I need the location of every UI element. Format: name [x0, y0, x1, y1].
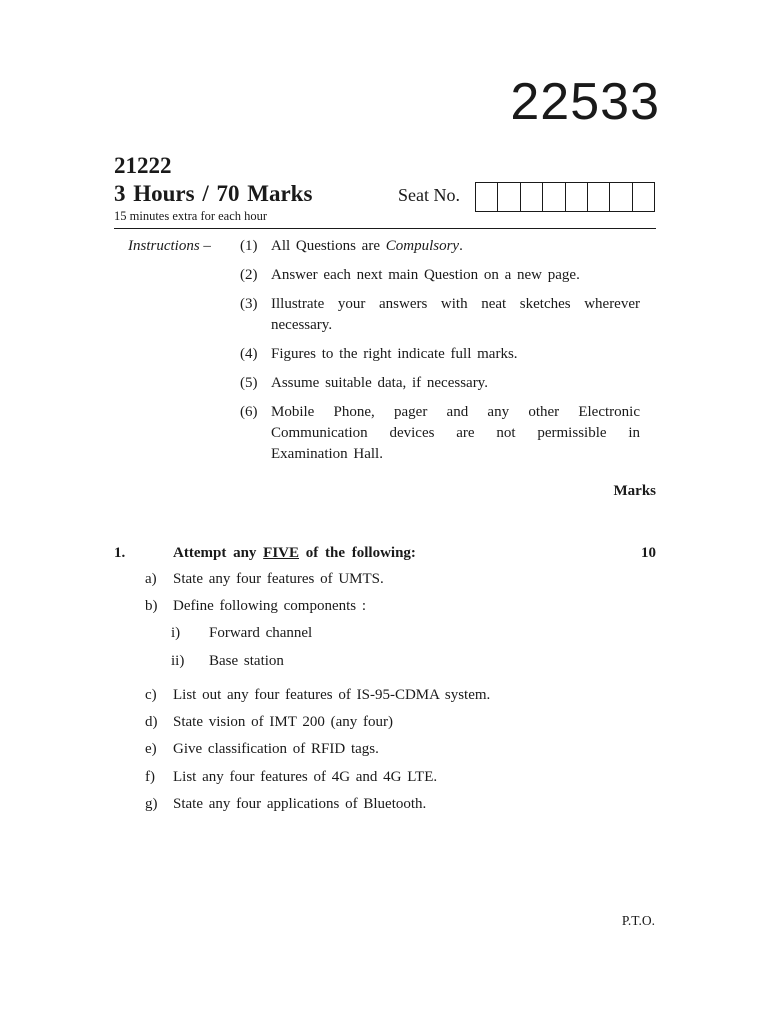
question-subpart-text: Base station	[209, 652, 284, 669]
question-part-text: List out any four features of IS-95-CDMA system.	[173, 686, 491, 703]
question-heading-text: of the following:	[299, 545, 416, 561]
instruction-item	[240, 373, 640, 394]
question-part-label: a)	[145, 571, 157, 587]
question-part	[145, 739, 655, 760]
seat-number-cell[interactable]	[476, 183, 498, 211]
seat-number-cell[interactable]	[543, 183, 565, 211]
question-subpart-text: Forward channel	[209, 625, 313, 642]
question-part-label: b)	[145, 598, 158, 615]
question-part	[145, 685, 655, 706]
question-part-text: State vision of IMT 200 (any four)	[173, 713, 394, 730]
instruction-text-part: .	[459, 238, 463, 254]
question-subpart-label: ii)	[171, 652, 185, 669]
instruction-text	[271, 236, 640, 257]
question-part	[145, 569, 655, 590]
instruction-emphasis: Compulsory	[385, 238, 460, 254]
question-part-body	[173, 596, 655, 678]
marks-column-heading: Marks	[613, 483, 656, 499]
question-part-label: e)	[145, 741, 157, 758]
seat-number-cell[interactable]	[588, 183, 610, 211]
instruction-number: (6)	[240, 404, 258, 420]
seat-number-label: Seat No.	[398, 185, 460, 205]
instruction-number: (2)	[240, 267, 258, 283]
instructions-list	[240, 236, 640, 473]
instruction-text: Figures to the right indicate full marks.	[271, 346, 518, 362]
instruction-text: Illustrate your answers with neat sketches wherever necessary.	[271, 296, 640, 333]
question-part	[145, 596, 655, 678]
seat-number-cell[interactable]	[633, 183, 654, 211]
question-subpart	[171, 651, 655, 672]
question-subparts-list	[171, 623, 655, 671]
instruction-item	[240, 402, 640, 465]
question-number: 1.	[114, 545, 126, 561]
question-part	[145, 712, 655, 733]
instruction-number: (4)	[240, 346, 258, 362]
instruction-text: Assume suitable data, if necessary.	[271, 375, 488, 391]
instruction-number: (3)	[240, 296, 258, 312]
header-divider	[114, 228, 656, 229]
question-part-label: d)	[145, 713, 158, 730]
question-subpart	[171, 623, 655, 644]
instruction-item	[240, 294, 640, 336]
seat-number-boxes[interactable]	[475, 182, 655, 212]
question-parts-list	[145, 569, 655, 822]
question-part	[145, 767, 655, 788]
question-part	[145, 794, 655, 815]
paper-code: 22533	[510, 73, 660, 131]
seat-number-cell[interactable]	[610, 183, 632, 211]
instruction-item	[240, 265, 640, 286]
question-part-text: List any four features of 4G and 4G LTE.	[173, 768, 438, 785]
seat-number-cell[interactable]	[521, 183, 543, 211]
question-heading	[173, 544, 416, 562]
question-part-label: c)	[145, 686, 157, 703]
instruction-number: (5)	[240, 375, 258, 391]
instruction-text-part: All Questions are	[271, 238, 386, 254]
exam-code: 21222	[114, 153, 172, 178]
instruction-item	[240, 236, 640, 257]
page-turn-over: P.T.O.	[621, 913, 655, 928]
question-heading-emphasis: FIVE	[263, 545, 299, 561]
question-heading-text: Attempt any	[173, 545, 264, 561]
exam-duration-marks: 3 Hours / 70 Marks	[114, 181, 313, 206]
instruction-item	[240, 344, 640, 365]
question-part-text: Define following components :	[173, 598, 367, 615]
question-part-text: Give classification of RFID tags.	[173, 741, 379, 758]
question-part-label: f)	[145, 768, 155, 785]
instruction-text: Answer each next main Question on a new page.	[271, 267, 580, 283]
question-part-label: g)	[145, 796, 158, 813]
question-part-text: State any four applications of Bluetooth.	[173, 796, 427, 813]
seat-number-cell[interactable]	[566, 183, 588, 211]
question-part-text: State any four features of UMTS.	[173, 571, 384, 587]
instruction-text: Mobile Phone, pager and any other Electronic Communication devices are not permissible in Examination Hall.	[271, 404, 640, 462]
question-marks: 10	[641, 545, 656, 561]
extra-time-note: 15 minutes extra for each hour	[114, 209, 268, 223]
instructions-label: Instructions –	[128, 238, 211, 254]
question-subpart-label: i)	[171, 625, 181, 642]
seat-number-cell[interactable]	[498, 183, 520, 211]
instruction-number: (1)	[240, 238, 258, 254]
